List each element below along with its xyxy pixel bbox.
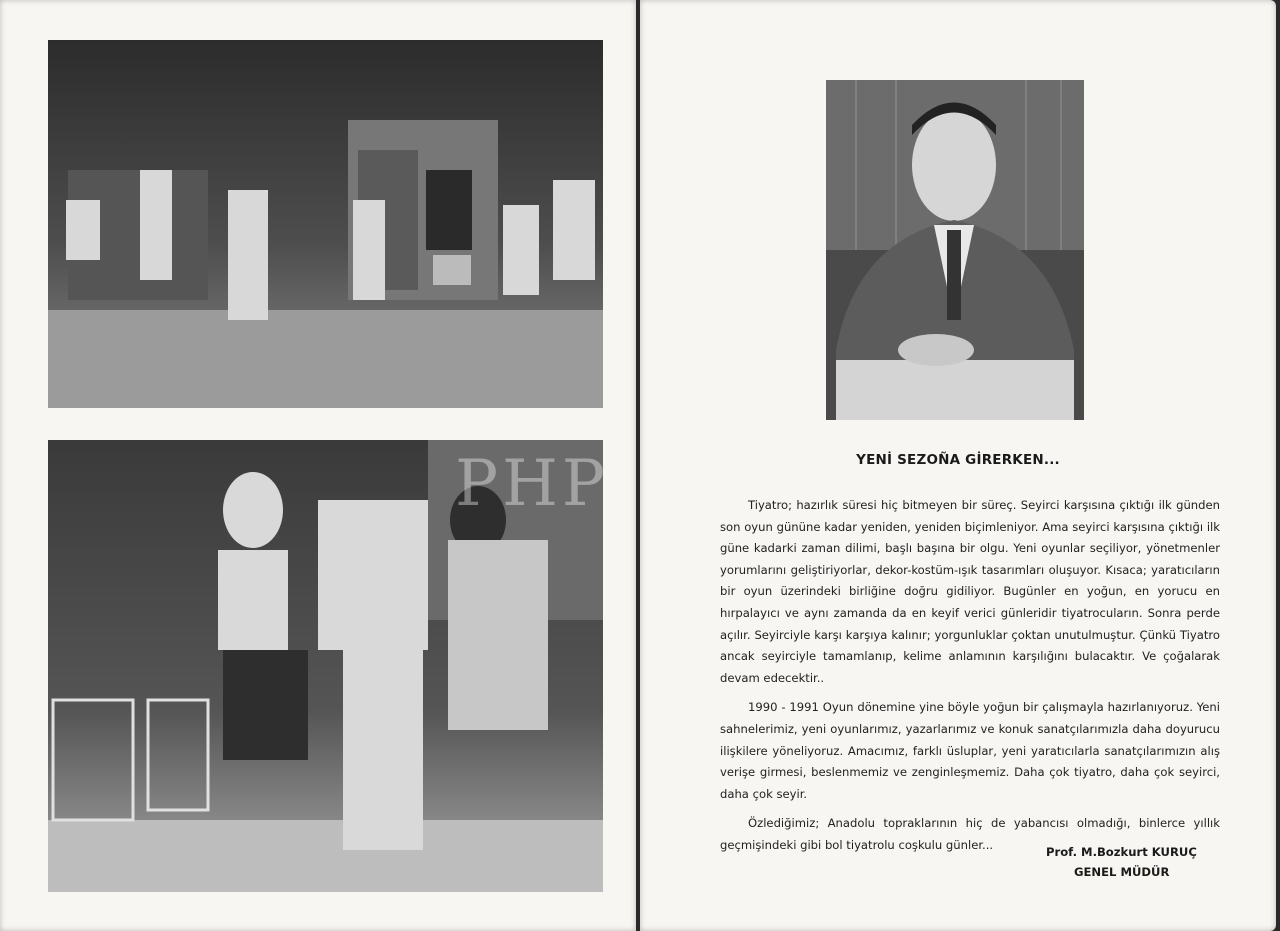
paragraph: Tiyatro; hazırlık süresi hiç bitmeyen bir süreç. Seyirci karşısına çıktığı ilk günden son oyun gününe kadar yeniden, yeniden biçimleniyor. Ama seyirci karşısına çıktığı ilk güne kadarki zaman dilimi, başlı başına bir olgu. Yeni oyunlar seçiliyor, yönetmenler yorumlarını geliştiriyorlar, dekor-kostüm-ışık tasarımları oluşuyor. Kısaca; yaratıcıların bir oyun üzerindeki birliğine doğru gidiliyor. Bugünler en yoğun, en yorucu en hırpalayıcı ve aynı zamanda da en keyif verici günleridir tiyatrocuların. Sonra perde açılır. Seyirciyle karşı karşıya kalınır; yorgunluklar çoktan unutulmuştur. Çünkü Tiyatro ancak seyirciyle tamamlanıp, kelime anlamının karşılığını bulacaktır. Ve çoğalarak devam edecektir..	[720, 498, 1220, 685]
left-page	[0, 0, 636, 931]
portrait-icon	[826, 80, 1084, 420]
stage-scene-icon	[48, 40, 603, 408]
portrait-photo	[826, 80, 1084, 420]
stage-photo-top	[48, 40, 603, 408]
signature-title: GENEL MÜDÜR	[1074, 865, 1170, 879]
paragraph: 1990 - 1991 Oyun dönemine yine böyle yoğun bir çalışmayla hazırlanıyoruz. Yeni sahnelerimiz, yeni oyunlarımız, yazarlarımız ve konuk sanatçılarımızla daha doyurucu ilişkilere yöneliyoruz. Amacımız, farklı üsluplar, yeni yaratıcılarla sanatçılarımızın alış verişe girmesi, beslenmemiz ve zenginleşmemiz. Daha çok tiyatro, daha çok seyirci, daha çok seyir.	[720, 700, 1220, 801]
paragraph: Özlediğimiz; Anadolu topraklarının hiç de yabancısı olmadığı, binlerce yıllık geçmişindeki gibi bol tiyatrolu coşkulu günler...	[720, 816, 1220, 852]
signature-name: Prof. M.Bozkurt KURUÇ	[1046, 845, 1197, 859]
watermark: PHP	[455, 447, 609, 521]
signature-block	[1020, 842, 1200, 882]
stage-photo-bottom	[48, 440, 603, 892]
right-page	[640, 0, 1276, 931]
stage-scene-icon	[48, 440, 603, 892]
section-heading: YENİ SEZOÑA GİRERKEN...	[856, 452, 1060, 468]
body-text	[720, 495, 1220, 865]
